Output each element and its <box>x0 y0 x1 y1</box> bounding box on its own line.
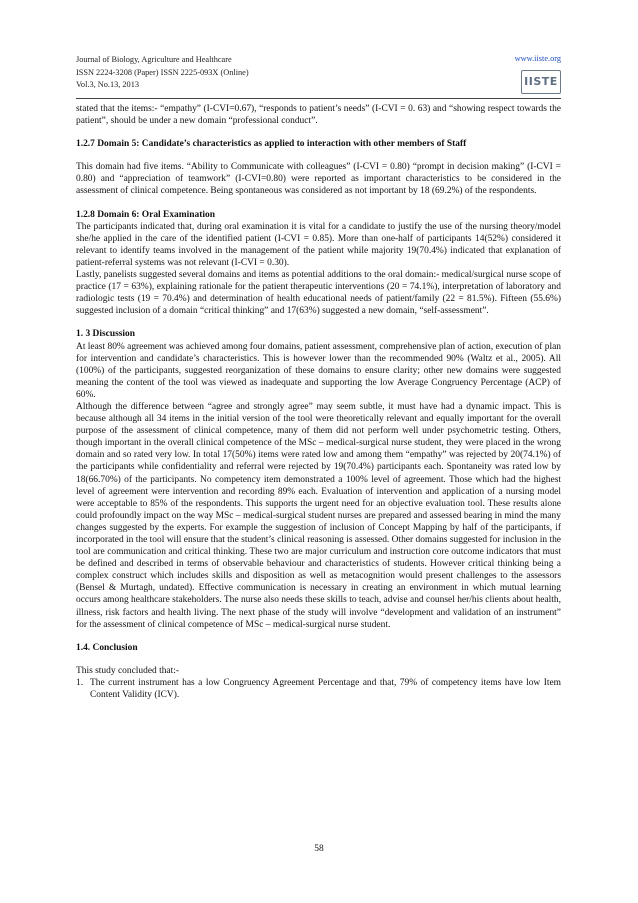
paragraph-discussion-b: Although the difference between “agree and strongly agree” may seem subtle, it must have had a dynamic impact. This is because although all 34 items in the initial version of the tool were theoretically relevant and equally important for the overall purpose of the assessment of clinical competence, many of them did not perform well under psychometric testing. Others, though important in the overall clinical competence of the MSc – medical-surgical nurse student, they were placed in the wrong domain and so rated very low. In total 17(50%) items were rated low and among them “empathy” was rejected by 20(74.1%) of the participants while confidentiality and referral were rejected by 19(70.4%) participants each. Spontaneity was rated low by 18(66.70%) of the participants. No competency item demonstrated a 100% level of agreement. Those which had the highest level of agreement were intervention and recording 89% each. Evaluation of intervention and application of a nursing model were acceptable to 85% of the respondents. This supports the urgent need for an objective evaluation tool. These results alone could profoundly impact on the way MSc – medical-surgical student nurses are prepared and assessed bearing in mind the many changes suggested by the experts. For example the suggestion of inclusion of Concept Mapping by half of the participants, if incorporated in the tool will ensure that the student’s clinical reasoning is assessed. Other domains suggested for inclusion in the tool are communication and critical thinking. These two are major curriculum and instruction core outcome indicators that must be defined and described in terms of observable behaviour and characteristics of students. However critical thinking being a complex construct which includes skills and disposition as well as metacognition would present challenges to the assessors (Bensel & Murtagh, undated). Effective communication is necessary in creating an environment in which mutual learning occurs among healthcare stakeholders. The nurse also needs these skills to teach, advise and counsel her/his clients about health, illness, risk factors and health living. The next phase of the study will involve “development and validation of an instrument” for the assessment of clinical competence of MSc – medical-surgical nurse student. <box>76 401 561 630</box>
paragraph-domain-6-b: Lastly, panelists suggested several domains and items as potential additions to the oral domain:- medical/surgical nurse scope of practice (17 = 63%), explaining rationale for the patient therapeutic interventions (20 = 74.1%), interpretation of laboratory and radiologic tests (19 = 70.4%) and determination of health educational needs of patient/family (22 = 81.5%). Fifteen (55.6%) suggested inclusion of a domain “critical thinking” and 17(63%) suggested a new domain, “self-assessment”. <box>76 270 561 317</box>
journal-url-link[interactable]: www.iiste.org <box>514 54 561 63</box>
list-item-number: 1. <box>76 677 84 688</box>
paragraph-discussion-a: At least 80% agreement was achieved among four domains, patient assessment, comprehensive plan of action, execution of plan for intervention and candidate’s characteristics. This is however lower than the recommended 90% (Waltz et al., 2005). All (100%) of the participants, suggested reorganization of these domains to ensure clarity; other new domains were suggested meaning the content of the tool was viewed as inadequate and supporting the low Average Congruency Percentage (ACP) of 60%. <box>76 341 561 400</box>
heading-conclusion: 1.4. Conclusion <box>76 642 138 653</box>
header-divider <box>76 98 561 99</box>
page-header <box>76 54 561 94</box>
article-body <box>76 103 561 701</box>
list-item-text: The current instrument has a low Congruency Agreement Percentage and that, 79% of competency items have low Item Content Validity (ICV). <box>90 677 561 701</box>
heading-discussion: 1. 3 Discussion <box>76 329 135 340</box>
page-number: 58 <box>314 844 324 854</box>
heading-domain-6: 1.2.8 Domain 6: Oral Examination <box>76 209 215 220</box>
paragraph-conclusion-intro: This study concluded that:- <box>76 665 180 676</box>
journal-volume: Vol.3, No.13, 2013 <box>76 80 139 89</box>
list-item <box>76 677 561 701</box>
paragraph-domain-6-a: The participants indicated that, during oral examination it is vital for a candidate to justify the use of the nursing theory/model she/he applied in the care of the identified patient (I-CVI = 0.85). More than one-half of participants 14(52%) considered it relevant to identify teams involved in the management of the patient while majority 19(70.4%) indicated that explanation of patient-referral systems was not relevant (I-CVI = 0.30). <box>76 221 561 268</box>
heading-domain-5: 1.2.7 Domain 5: Candidate’s characteristics as applied to interaction with other members of Staff <box>76 139 467 150</box>
iiste-logo-icon: IISTE <box>521 70 561 94</box>
paragraph-intro: stated that the items:- “empathy” (I-CVI=0.67), “responds to patient’s needs” (I-CVI = 0. 63) and “showing respect towards the patient”, should be under a new domain “professional conduct”. <box>76 104 561 127</box>
paragraph-domain-5: This domain had five items. “Ability to Communicate with colleagues” (I-CVI = 0.80) “prompt in decision making” (I-CVI = 0.80) and “appreciation of teamwork” (I-CVI=0.80) were reported as important characteristics to be considered in the assessment of clinical competence. Being spontaneous was considered as not important by 18 (69.2%) of the respondents. <box>76 162 561 197</box>
journal-issn: ISSN 2224-3208 (Paper) ISSN 2225-093X (Online) <box>76 67 249 77</box>
journal-name: Journal of Biology, Agriculture and Healthcare <box>76 55 232 64</box>
